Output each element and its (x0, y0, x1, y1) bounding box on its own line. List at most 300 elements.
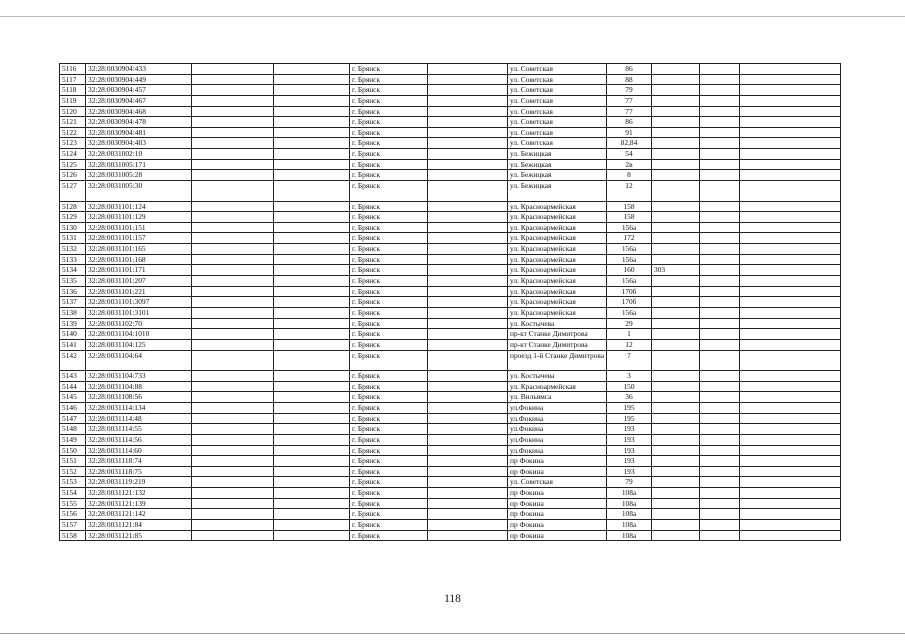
extra-number-cell (652, 307, 700, 318)
city-cell: г. Брянск (350, 381, 428, 392)
empty-cell (700, 413, 740, 424)
street-cell: ул. Костычева (508, 371, 607, 382)
extra-number-cell (652, 95, 700, 106)
empty-cell (428, 434, 508, 445)
cadastral-number-cell: 32:28:0030904:467 (86, 95, 192, 106)
cadastral-number-cell: 32:28:0031101:129 (86, 212, 192, 223)
city-cell: г. Брянск (350, 339, 428, 350)
extra-number-cell (652, 350, 700, 371)
empty-cell (274, 276, 350, 287)
row-number-cell: 5135 (60, 276, 86, 287)
empty-cell (274, 434, 350, 445)
street-cell: ул. Красноармейская (508, 297, 607, 308)
empty-cell (700, 212, 740, 223)
row-number-cell: 5142 (60, 350, 86, 371)
empty-cell (274, 149, 350, 160)
empty-cell (740, 297, 841, 308)
cadastral-number-cell: 32:28:0031104:1010 (86, 329, 192, 340)
cadastral-number-cell: 32:28:0031005:28 (86, 170, 192, 181)
extra-number-cell (652, 170, 700, 181)
house-number-cell: 193 (607, 445, 652, 456)
city-cell: г. Брянск (350, 117, 428, 128)
row-number-cell: 5152 (60, 466, 86, 477)
empty-cell (700, 265, 740, 276)
empty-cell (700, 329, 740, 340)
empty-cell (428, 181, 508, 202)
row-number-cell: 5124 (60, 149, 86, 160)
extra-number-cell (652, 149, 700, 160)
empty-cell (700, 530, 740, 541)
empty-cell (192, 212, 274, 223)
cadastral-number-cell: 32:28:0030904:433 (86, 64, 192, 75)
extra-number-cell (652, 212, 700, 223)
cadastral-number-cell: 32:28:0031114:56 (86, 434, 192, 445)
empty-cell (428, 138, 508, 149)
city-cell: г. Брянск (350, 170, 428, 181)
empty-cell (428, 244, 508, 255)
house-number-cell: 170б (607, 297, 652, 308)
street-cell: пр-кт Станке Димитрова (508, 329, 607, 340)
empty-cell (428, 276, 508, 287)
street-cell: ул.Фокина (508, 424, 607, 435)
street-cell: ул. Советская (508, 138, 607, 149)
cadastral-number-cell: 32:28:0031101:221 (86, 286, 192, 297)
table-row (60, 149, 841, 160)
city-cell: г. Брянск (350, 254, 428, 265)
empty-cell (192, 307, 274, 318)
table-row (60, 64, 841, 75)
empty-cell (428, 127, 508, 138)
empty-cell (740, 339, 841, 350)
table-row (60, 466, 841, 477)
house-number-cell: 79 (607, 85, 652, 96)
table-row (60, 212, 841, 223)
empty-cell (274, 318, 350, 329)
empty-cell (700, 85, 740, 96)
city-cell: г. Брянск (350, 530, 428, 541)
house-number-cell: 8 (607, 170, 652, 181)
empty-cell (192, 509, 274, 520)
row-number-cell: 5134 (60, 265, 86, 276)
cadastral-number-cell: 32:28:0031114:60 (86, 445, 192, 456)
empty-cell (428, 74, 508, 85)
empty-cell (740, 530, 841, 541)
house-number-cell: 193 (607, 424, 652, 435)
table-row (60, 509, 841, 520)
extra-number-cell (652, 402, 700, 413)
empty-cell (740, 149, 841, 160)
row-number-cell: 5158 (60, 530, 86, 541)
empty-cell (274, 138, 350, 149)
extra-number-cell (652, 530, 700, 541)
empty-cell (192, 456, 274, 467)
cadastral-number-cell: 32:28:0030904:449 (86, 74, 192, 85)
empty-cell (700, 509, 740, 520)
empty-cell (274, 64, 350, 75)
empty-cell (192, 339, 274, 350)
city-cell: г. Брянск (350, 159, 428, 170)
row-number-cell: 5128 (60, 201, 86, 212)
empty-cell (274, 477, 350, 488)
empty-cell (428, 212, 508, 223)
empty-cell (192, 488, 274, 499)
house-number-cell: 108а (607, 519, 652, 530)
empty-cell (700, 64, 740, 75)
extra-number-cell (652, 339, 700, 350)
empty-cell (700, 297, 740, 308)
extra-number-cell (652, 477, 700, 488)
empty-cell (274, 509, 350, 520)
empty-cell (192, 329, 274, 340)
empty-cell (700, 424, 740, 435)
table-row (60, 181, 841, 202)
empty-cell (192, 127, 274, 138)
empty-cell (700, 350, 740, 371)
empty-cell (428, 519, 508, 530)
row-number-cell: 5121 (60, 117, 86, 128)
street-cell: ул. Бежицкая (508, 170, 607, 181)
empty-cell (192, 64, 274, 75)
empty-cell (700, 181, 740, 202)
city-cell: г. Брянск (350, 244, 428, 255)
table-row (60, 329, 841, 340)
cadastral-number-cell: 32:28:0031121:85 (86, 530, 192, 541)
extra-number-cell (652, 318, 700, 329)
table-row (60, 222, 841, 233)
empty-cell (274, 85, 350, 96)
empty-cell (192, 74, 274, 85)
empty-cell (700, 477, 740, 488)
empty-cell (740, 519, 841, 530)
street-cell: ул. Красноармейская (508, 381, 607, 392)
empty-cell (740, 106, 841, 117)
street-cell: пр Фокина (508, 498, 607, 509)
row-number-cell: 5132 (60, 244, 86, 255)
empty-cell (274, 286, 350, 297)
table-row (60, 456, 841, 467)
empty-cell (428, 498, 508, 509)
empty-cell (192, 170, 274, 181)
empty-cell (700, 276, 740, 287)
street-cell: пр Фокина (508, 456, 607, 467)
row-number-cell: 5122 (60, 127, 86, 138)
street-cell: ул. Красноармейская (508, 244, 607, 255)
empty-cell (428, 106, 508, 117)
empty-cell (274, 381, 350, 392)
empty-cell (740, 424, 841, 435)
table-row (60, 138, 841, 149)
row-number-cell: 5139 (60, 318, 86, 329)
empty-cell (192, 181, 274, 202)
empty-cell (700, 244, 740, 255)
street-cell: ул. Красноармейская (508, 212, 607, 223)
extra-number-cell (652, 138, 700, 149)
empty-cell (700, 371, 740, 382)
empty-cell (192, 392, 274, 403)
empty-cell (700, 519, 740, 530)
empty-cell (700, 392, 740, 403)
city-cell: г. Брянск (350, 127, 428, 138)
house-number-cell: 108а (607, 530, 652, 541)
row-number-cell: 5116 (60, 64, 86, 75)
house-number-cell: 2в (607, 159, 652, 170)
table-row (60, 106, 841, 117)
empty-cell (192, 371, 274, 382)
extra-number-cell (652, 117, 700, 128)
empty-cell (192, 424, 274, 435)
row-number-cell: 5120 (60, 106, 86, 117)
empty-cell (428, 85, 508, 96)
cadastral-number-cell: 32:28:0031104:88 (86, 381, 192, 392)
street-cell: ул. Красноармейская (508, 265, 607, 276)
cadastral-number-cell: 32:28:0031119:219 (86, 477, 192, 488)
empty-cell (274, 392, 350, 403)
table-row (60, 276, 841, 287)
table-row (60, 233, 841, 244)
house-number-cell: 158 (607, 201, 652, 212)
empty-cell (274, 297, 350, 308)
city-cell: г. Брянск (350, 424, 428, 435)
table-row (60, 350, 841, 371)
city-cell: г. Брянск (350, 297, 428, 308)
house-number-cell: 156а (607, 307, 652, 318)
table-row (60, 201, 841, 212)
row-number-cell: 5125 (60, 159, 86, 170)
table-row (60, 244, 841, 255)
empty-cell (740, 74, 841, 85)
city-cell: г. Брянск (350, 95, 428, 106)
city-cell: г. Брянск (350, 466, 428, 477)
empty-cell (428, 159, 508, 170)
cadastral-number-cell: 32:28:0031104:64 (86, 350, 192, 371)
empty-cell (192, 434, 274, 445)
table-body (60, 64, 841, 541)
empty-cell (274, 350, 350, 371)
row-number-cell: 5151 (60, 456, 86, 467)
empty-cell (740, 488, 841, 499)
table-row (60, 307, 841, 318)
city-cell: г. Брянск (350, 276, 428, 287)
table-row (60, 488, 841, 499)
table-row (60, 265, 841, 276)
empty-cell (274, 424, 350, 435)
cadastral-number-cell: 32:28:0031005:30 (86, 181, 192, 202)
empty-cell (192, 233, 274, 244)
empty-cell (740, 381, 841, 392)
house-number-cell: 7 (607, 350, 652, 371)
house-number-cell: 156а (607, 254, 652, 265)
table-row (60, 339, 841, 350)
street-cell: ул.Фокина (508, 434, 607, 445)
empty-cell (428, 95, 508, 106)
city-cell: г. Брянск (350, 350, 428, 371)
empty-cell (428, 201, 508, 212)
street-cell: пр Фокина (508, 466, 607, 477)
empty-cell (274, 127, 350, 138)
cadastral-number-cell: 32:28:0031101:3097 (86, 297, 192, 308)
house-number-cell: 77 (607, 106, 652, 117)
street-cell: ул. Красноармейская (508, 276, 607, 287)
empty-cell (192, 413, 274, 424)
extra-number-cell (652, 201, 700, 212)
empty-cell (274, 254, 350, 265)
street-cell: пр Фокина (508, 488, 607, 499)
extra-number-cell (652, 127, 700, 138)
empty-cell (740, 402, 841, 413)
house-number-cell: 91 (607, 127, 652, 138)
cadastral-number-cell: 32:28:0031121:84 (86, 519, 192, 530)
empty-cell (700, 254, 740, 265)
house-number-cell: 172 (607, 233, 652, 244)
table-row (60, 413, 841, 424)
empty-cell (192, 381, 274, 392)
table-row (60, 297, 841, 308)
empty-cell (192, 350, 274, 371)
city-cell: г. Брянск (350, 509, 428, 520)
empty-cell (740, 138, 841, 149)
extra-number-cell (652, 413, 700, 424)
empty-cell (740, 466, 841, 477)
empty-cell (428, 233, 508, 244)
city-cell: г. Брянск (350, 201, 428, 212)
empty-cell (192, 222, 274, 233)
empty-cell (274, 307, 350, 318)
extra-number-cell (652, 233, 700, 244)
empty-cell (428, 286, 508, 297)
city-cell: г. Брянск (350, 212, 428, 223)
empty-cell (700, 402, 740, 413)
city-cell: г. Брянск (350, 392, 428, 403)
table-row (60, 159, 841, 170)
empty-cell (428, 466, 508, 477)
empty-cell (274, 233, 350, 244)
row-number-cell: 5136 (60, 286, 86, 297)
house-number-cell: 86 (607, 64, 652, 75)
empty-cell (274, 519, 350, 530)
empty-cell (192, 477, 274, 488)
extra-number-cell (652, 371, 700, 382)
house-number-cell: 156а (607, 244, 652, 255)
cadastral-number-cell: 32:28:0031101:168 (86, 254, 192, 265)
empty-cell (740, 181, 841, 202)
city-cell: г. Брянск (350, 402, 428, 413)
empty-cell (192, 149, 274, 160)
street-cell: ул.Фокина (508, 445, 607, 456)
empty-cell (274, 530, 350, 541)
empty-cell (192, 244, 274, 255)
cadastral-number-cell: 32:28:0031118:74 (86, 456, 192, 467)
extra-number-cell (652, 286, 700, 297)
empty-cell (192, 254, 274, 265)
empty-cell (428, 329, 508, 340)
empty-cell (740, 392, 841, 403)
extra-number-cell (652, 445, 700, 456)
empty-cell (428, 222, 508, 233)
house-number-cell: 150 (607, 381, 652, 392)
empty-cell (192, 498, 274, 509)
street-cell: ул. Советская (508, 85, 607, 96)
city-cell: г. Брянск (350, 488, 428, 499)
house-number-cell: 195 (607, 402, 652, 413)
street-cell: ул. Советская (508, 64, 607, 75)
house-number-cell: 108а (607, 498, 652, 509)
empty-cell (274, 117, 350, 128)
empty-cell (428, 371, 508, 382)
empty-cell (428, 413, 508, 424)
empty-cell (740, 477, 841, 488)
cadastral-number-cell: 32:28:0031108:56 (86, 392, 192, 403)
cadastral-number-cell: 32:28:0030904:468 (86, 106, 192, 117)
extra-number-cell (652, 85, 700, 96)
empty-cell (740, 170, 841, 181)
street-cell: ул. Красноармейская (508, 233, 607, 244)
empty-cell (740, 222, 841, 233)
empty-cell (740, 456, 841, 467)
extra-number-cell (652, 329, 700, 340)
cadastral-number-cell: 32:28:0031101:151 (86, 222, 192, 233)
registry-table (59, 63, 841, 541)
table-row (60, 254, 841, 265)
street-cell: ул. Бежицкая (508, 149, 607, 160)
street-cell: ул. Красноармейская (508, 201, 607, 212)
street-cell: ул. Красноармейская (508, 286, 607, 297)
empty-cell (700, 74, 740, 85)
empty-cell (192, 117, 274, 128)
row-number-cell: 5144 (60, 381, 86, 392)
table-row (60, 434, 841, 445)
empty-cell (428, 402, 508, 413)
house-number-cell: 193 (607, 456, 652, 467)
empty-cell (192, 138, 274, 149)
extra-number-cell (652, 159, 700, 170)
empty-cell (274, 413, 350, 424)
city-cell: г. Брянск (350, 138, 428, 149)
extra-number-cell (652, 74, 700, 85)
empty-cell (700, 318, 740, 329)
empty-cell (274, 159, 350, 170)
extra-number-cell (652, 222, 700, 233)
extra-number-cell (652, 519, 700, 530)
row-number-cell: 5146 (60, 402, 86, 413)
house-number-cell: 156а (607, 222, 652, 233)
empty-cell (428, 297, 508, 308)
extra-number-cell (652, 434, 700, 445)
cadastral-number-cell: 32:28:0030904:478 (86, 117, 192, 128)
row-number-cell: 5147 (60, 413, 86, 424)
empty-cell (192, 297, 274, 308)
house-number-cell: 3 (607, 371, 652, 382)
empty-cell (274, 488, 350, 499)
row-number-cell: 5145 (60, 392, 86, 403)
empty-cell (740, 117, 841, 128)
city-cell: г. Брянск (350, 233, 428, 244)
empty-cell (274, 402, 350, 413)
row-number-cell: 5155 (60, 498, 86, 509)
city-cell: г. Брянск (350, 413, 428, 424)
empty-cell (700, 488, 740, 499)
street-cell: пр Фокина (508, 519, 607, 530)
empty-cell (700, 307, 740, 318)
table-row (60, 74, 841, 85)
street-cell: ул. Красноармейская (508, 307, 607, 318)
row-number-cell: 5156 (60, 509, 86, 520)
street-cell: ул. Советская (508, 127, 607, 138)
cadastral-number-cell: 32:28:0031121:132 (86, 488, 192, 499)
cadastral-number-cell: 32:28:0030904:483 (86, 138, 192, 149)
extra-number-cell (652, 392, 700, 403)
empty-cell (700, 201, 740, 212)
city-cell: г. Брянск (350, 434, 428, 445)
